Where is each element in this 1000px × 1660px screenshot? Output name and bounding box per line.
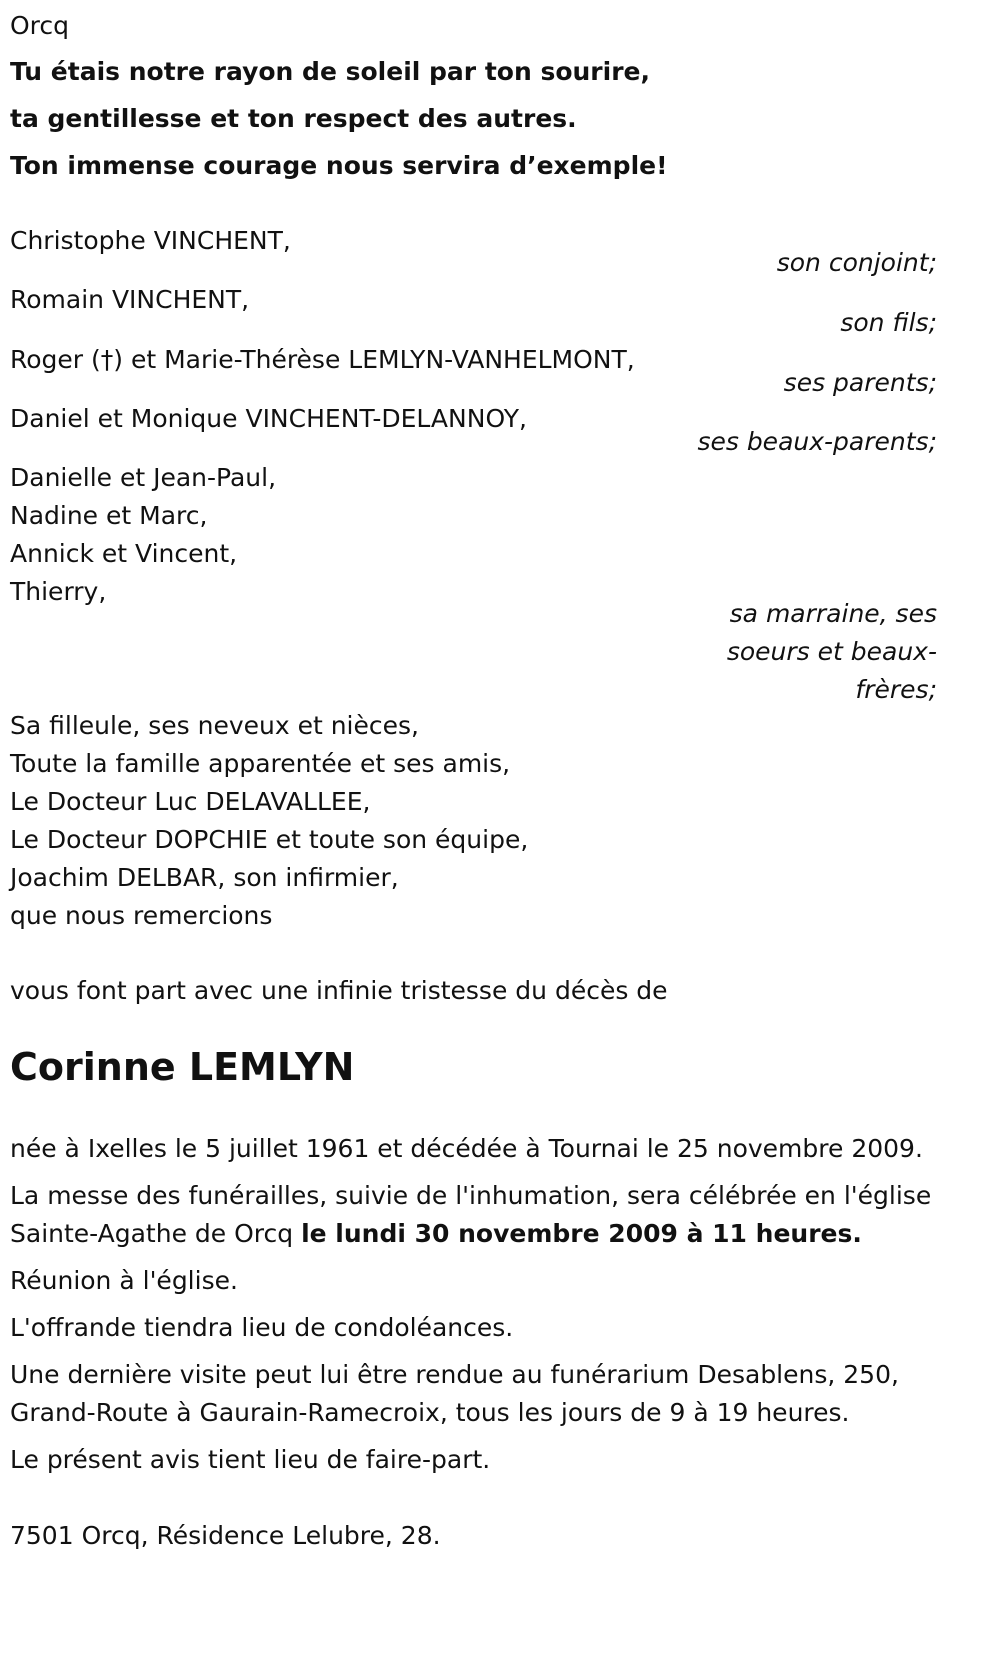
sibling-name: Thierry, xyxy=(10,577,107,606)
visit-info xyxy=(10,1356,899,1432)
sibling-name: Nadine et Marc, xyxy=(10,501,208,530)
address: 7501 Orcq, Résidence Lelubre, 28. xyxy=(10,1521,441,1550)
family-member-name: Christophe VINCHENT, xyxy=(10,226,291,255)
others-line: que nous remercions xyxy=(10,901,273,930)
location-header: Orcq xyxy=(10,11,70,40)
funeral-mass-line: La messe des funérailles, suivie de l'inhumation, sera célébrée en l'église xyxy=(10,1181,932,1210)
family-member-name: Daniel et Monique VINCHENT-DELANNOY, xyxy=(10,404,527,433)
family-member-name: Romain VINCHENT, xyxy=(10,285,250,314)
siblings-relation-line: frères; xyxy=(855,675,937,704)
others-line: Toute la famille apparentée et ses amis, xyxy=(10,749,511,778)
announcement: vous font part avec une infinie tristesse du décès de xyxy=(10,976,668,1005)
funeral-mass-line xyxy=(10,1215,931,1253)
deceased-name: Corinne LEMLYN xyxy=(10,1045,355,1089)
funeral-date: le lundi 30 novembre 2009 à 11 heures. xyxy=(301,1219,862,1248)
family-member-relation: ses parents; xyxy=(783,368,937,397)
funeral-mass xyxy=(10,1177,931,1253)
epitaph-line: Tu étais notre rayon de soleil par ton sourire, xyxy=(10,57,650,86)
visit-line: Grand-Route à Gaurain-Ramecroix, tous les jours de 9 à 19 heures. xyxy=(10,1398,850,1427)
family-member-relation: ses beaux-parents; xyxy=(697,427,937,456)
others-list xyxy=(10,707,528,935)
sibling-name: Danielle et Jean-Paul, xyxy=(10,463,277,492)
siblings-relation-line: soeurs et beaux- xyxy=(726,637,937,666)
others-line: Sa filleule, ses neveux et nièces, xyxy=(10,711,419,740)
others-line: Joachim DELBAR, son infirmier, xyxy=(10,863,399,892)
meeting-place: Réunion à l'église. xyxy=(10,1266,238,1295)
epitaph-line: Ton immense courage nous servira d’exemple! xyxy=(10,151,668,180)
funeral-mass-text: Sainte-Agathe de Orcq xyxy=(10,1219,294,1248)
notice-note: Le présent avis tient lieu de faire-part. xyxy=(10,1445,491,1474)
epitaph-line: ta gentillesse et ton respect des autres. xyxy=(10,104,577,133)
siblings-list xyxy=(10,459,276,611)
epitaph xyxy=(10,53,668,185)
siblings-relation-line: sa marraine, ses xyxy=(729,599,937,628)
family-member-name: Roger (†) et Marie-Thérèse LEMLYN-VANHELMONT, xyxy=(10,345,635,374)
siblings-relation xyxy=(727,595,937,709)
family-member-relation: son fils; xyxy=(840,308,937,337)
family-member-relation: son conjoint; xyxy=(776,248,937,277)
others-line: Le Docteur DOPCHIE et toute son équipe, xyxy=(10,825,529,854)
birth-death: née à Ixelles le 5 juillet 1961 et décédée à Tournai le 25 novembre 2009. xyxy=(10,1134,923,1163)
condolences-note: L'offrande tiendra lieu de condoléances. xyxy=(10,1313,514,1342)
visit-line: Une dernière visite peut lui être rendue au funérarium Desablens, 250, xyxy=(10,1360,899,1389)
others-line: Le Docteur Luc DELAVALLEE, xyxy=(10,787,371,816)
sibling-name: Annick et Vincent, xyxy=(10,539,238,568)
